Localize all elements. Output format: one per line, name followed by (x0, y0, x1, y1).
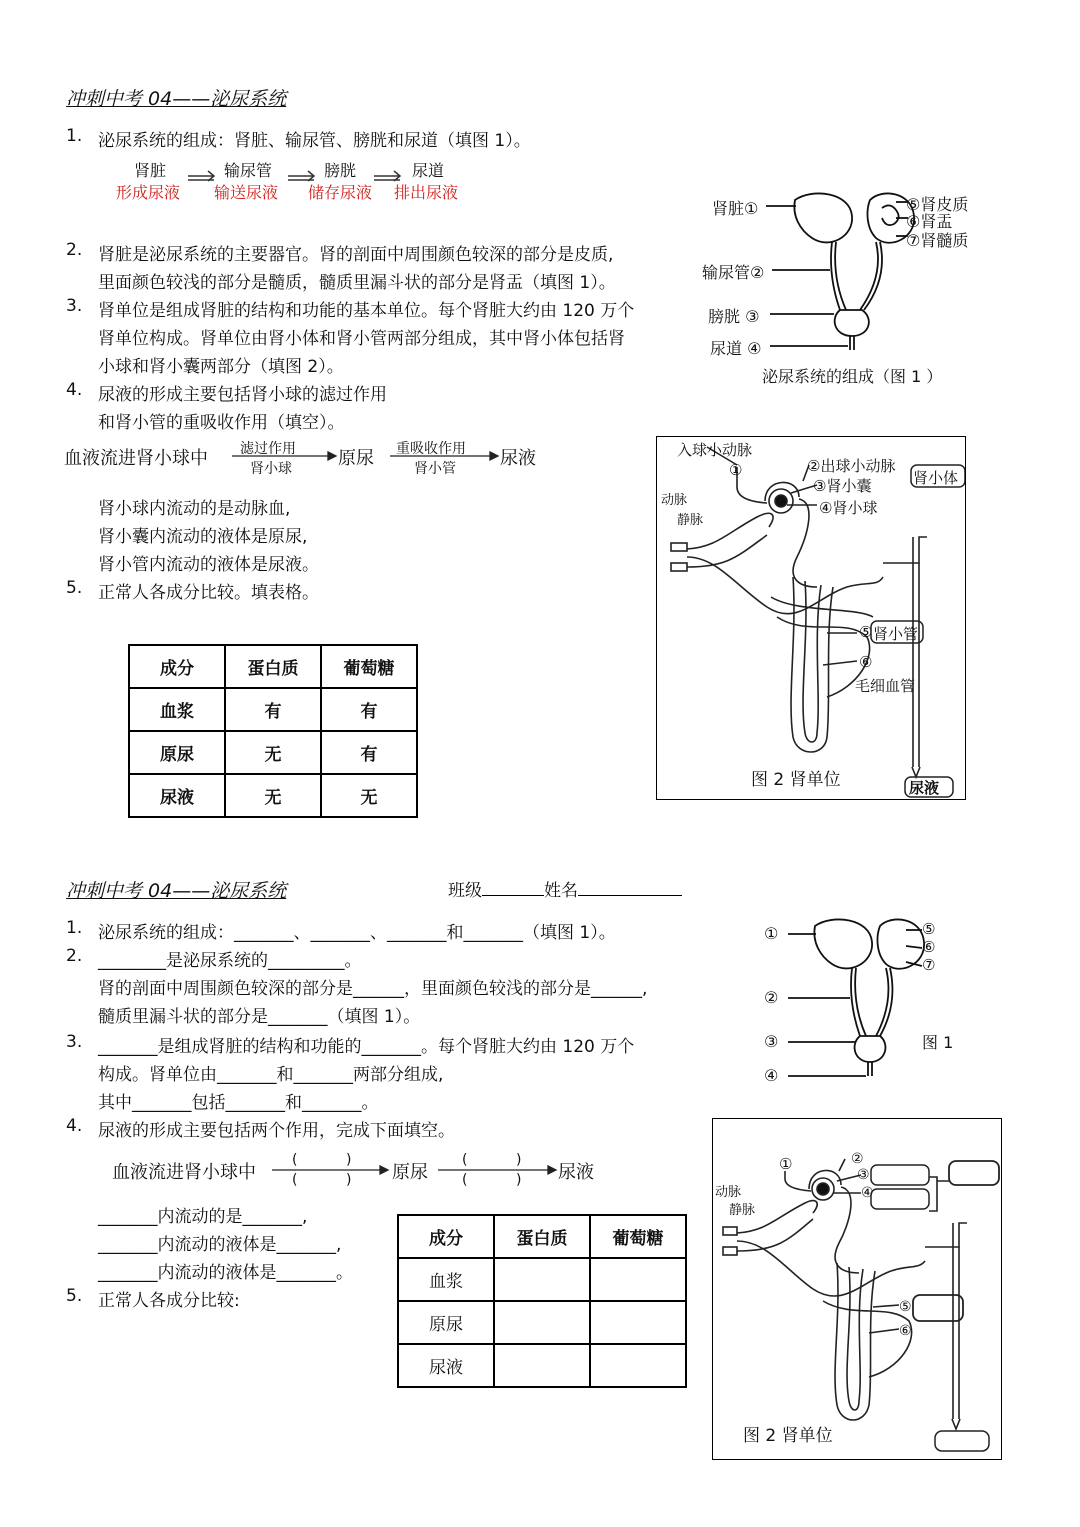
function-label: 排出尿液 (394, 183, 459, 202)
flow-paren[interactable]: ( (292, 1152, 298, 1168)
fig2-label-renal-corpuscle: 肾小体 (913, 469, 959, 487)
flow-mid: 原尿 (392, 1162, 428, 1183)
fig2-label: ⑤ (859, 623, 873, 641)
fig2-label-vein: 静脉 (677, 513, 704, 528)
fig2-label[interactable]: ③ (857, 1167, 870, 1183)
flow-paren[interactable]: ( (292, 1172, 298, 1188)
fig1-label-ureter: 输尿管② (702, 263, 765, 282)
table-cell-blank[interactable] (494, 1258, 590, 1301)
table-header: 葡萄糖 (321, 645, 417, 688)
fig1-label-urethra: 尿道 ④ (710, 339, 762, 358)
item-number: 3. (66, 1032, 83, 1052)
organ-label: 输尿管 (224, 161, 273, 180)
item-number: 2. (66, 946, 83, 966)
table-header: 蛋白质 (494, 1215, 590, 1258)
organ-label: 膀胱 (324, 161, 357, 180)
fill-line[interactable]: _______内流动的液体是_______。 (98, 1263, 353, 1283)
fig1-caption: 图 1 (922, 1033, 954, 1052)
table-cell: 血浆 (398, 1258, 494, 1301)
fig1-label[interactable]: ③ (764, 1032, 779, 1051)
sheet2-title: 冲刺中考 04——泌尿系统 (66, 880, 287, 902)
fig2-label[interactable]: ⑤ (899, 1299, 912, 1315)
item-5-text: 正常人各成分比较: (98, 1291, 240, 1311)
item-number: 2. (66, 240, 83, 260)
urinary-system-drawing (760, 912, 1000, 1092)
flow-paren[interactable]: ) (346, 1172, 352, 1188)
flow-step1-top: 滤过作用 (240, 441, 296, 457)
function-label: 形成尿液 (116, 183, 181, 202)
fig2-label: ②出球小动脉 (807, 457, 896, 475)
blank-item-text[interactable]: 构成。肾单位由_______和_______两部分组成, (98, 1065, 444, 1085)
blank-item-text[interactable]: _______是组成肾脏的结构和功能的_______。每个肾脏大约由 120 万个 (98, 1037, 635, 1057)
fig2-label[interactable]: ④ (861, 1185, 874, 1201)
fig1-label[interactable]: ④ (764, 1066, 779, 1085)
fig1-label-cortex: ⑤肾皮质 (906, 195, 969, 214)
fluid-line: 肾小管内流动的液体是尿液。 (98, 555, 319, 575)
item-4-line: 和肾小管的重吸收作用（填空）。 (98, 413, 345, 433)
fig2-label-artery: 动脉 (661, 493, 688, 508)
item-number: 1. (66, 126, 83, 146)
fig1-label-kidney: 肾脏① (712, 199, 759, 218)
flow-end: 尿液 (558, 1162, 594, 1183)
item-number: 4. (66, 380, 83, 400)
flow-step2-top: 重吸收作用 (396, 441, 466, 457)
item-number: 4. (66, 1116, 83, 1136)
fig2-label: 入球小动脉 (677, 441, 753, 459)
fig2-label: ③肾小囊 (813, 477, 872, 495)
item-3-line: 肾单位是组成肾脏的结构和功能的基本单位。每个肾脏大约由 120 万个 (98, 301, 635, 321)
flow-paren[interactable]: ) (516, 1172, 522, 1188)
organ-flow (112, 156, 492, 206)
fig1-urinary-system (700, 186, 990, 386)
flow-arrows (112, 1150, 612, 1194)
blank-item-text[interactable]: 泌尿系统的组成：_______、_______、_______和_______（填图 1）。 (98, 923, 616, 943)
flow-paren[interactable]: ) (346, 1152, 352, 1168)
table-header: 蛋白质 (225, 645, 321, 688)
table-cell: 有 (321, 731, 417, 774)
table-header: 成分 (129, 645, 225, 688)
blank-item-text: 尿液的形成主要包括两个作用，完成下面填空。 (98, 1121, 455, 1141)
flow-arrows (64, 436, 554, 480)
fill-line[interactable]: _______内流动的液体是_______, (98, 1235, 342, 1255)
fig2-label[interactable]: ② (851, 1151, 864, 1167)
fig2-label: ④肾小球 (819, 499, 878, 517)
item-number: 1. (66, 918, 83, 938)
blank-item-text[interactable]: ________是泌尿系统的_________。 (98, 951, 362, 971)
table-cell-blank[interactable] (590, 1258, 686, 1301)
fig1-label[interactable]: ① (764, 924, 779, 943)
fig1-label[interactable]: ⑤ (922, 920, 936, 938)
fig2-label: ① (729, 461, 743, 479)
urine-flow-blank (112, 1150, 612, 1194)
fig2-label-capillary: 毛细血管 (855, 677, 916, 695)
fill-line[interactable]: _______内流动的是_______, (98, 1207, 308, 1227)
student-info (448, 876, 682, 901)
fig2-label[interactable]: ⑥ (899, 1323, 912, 1339)
table-cell: 原尿 (129, 731, 225, 774)
organ-label: 肾脏 (134, 161, 167, 180)
flow-mid: 原尿 (338, 448, 374, 469)
fig1-label[interactable]: ⑥ (922, 938, 936, 956)
fig1-caption: 泌尿系统的组成（图 1 ） (762, 367, 943, 386)
table-cell: 有 (225, 688, 321, 731)
fig2-label-tubule: 肾小管 (873, 625, 919, 643)
fig1-label-medulla: ⑦肾髓质 (906, 231, 969, 250)
item-2-line: 里面颜色较浅的部分是髓质，髓质里漏斗状的部分是肾盂（填图 1）。 (98, 273, 616, 293)
table-cell: 尿液 (129, 774, 225, 817)
item-3-line: 肾单位构成。肾单位由肾小体和肾小管两部分组成，其中肾小体包括肾 (98, 329, 625, 349)
table-cell-blank[interactable] (590, 1344, 686, 1387)
flow-paren[interactable]: ( (462, 1172, 468, 1188)
composition-table-blank (397, 1214, 687, 1388)
table-cell-blank[interactable] (494, 1301, 590, 1344)
fluid-line: 肾小球内流动的是动脉血, (98, 499, 291, 519)
flow-start: 血液流进肾小球中 (112, 1162, 256, 1183)
table-header: 成分 (398, 1215, 494, 1258)
fig2-caption: 图 2 肾单位 (751, 770, 841, 790)
item-3-line: 小球和肾小囊两部分（填图 2）。 (98, 357, 344, 377)
fig2-label: ⑥ (859, 653, 873, 671)
fig1-label-bladder: 膀胱 ③ (708, 307, 760, 326)
fig1-label[interactable]: ⑦ (922, 956, 936, 974)
sheet1-title: 冲刺中考 04——泌尿系统 (66, 88, 287, 110)
fig2-label-urine: 尿液 (909, 779, 940, 797)
flow-arrows (112, 156, 492, 206)
table-cell: 无 (225, 731, 321, 774)
item-number: 5. (66, 1286, 83, 1306)
nephron-drawing (657, 437, 965, 799)
flow-start: 血液流进肾小球中 (64, 448, 208, 469)
item-5-text: 正常人各成分比较。填表格。 (98, 583, 319, 603)
item-number: 5. (66, 578, 83, 598)
table-cell: 无 (225, 774, 321, 817)
urine-flow (64, 436, 554, 480)
flow-end: 尿液 (500, 448, 536, 469)
blank-item-text[interactable]: 肾的剖面中周围颜色较深的部分是______，里面颜色较浅的部分是______, (98, 979, 648, 999)
table-cell: 有 (321, 688, 417, 731)
fig2-caption: 图 2 肾单位 (743, 1426, 833, 1446)
table-cell: 无 (321, 774, 417, 817)
composition-table (128, 644, 418, 818)
flow-step2-bottom: 肾小管 (414, 461, 456, 477)
item-2-line: 肾脏是泌尿系统的主要器官。肾的剖面中周围颜色较深的部分是皮质, (98, 245, 614, 265)
name-label: 姓名 (544, 881, 578, 901)
blank-item-text[interactable]: 髓质里漏斗状的部分是_______（填图 1）。 (98, 1007, 421, 1027)
class-label: 班级 (448, 881, 482, 901)
item-1-text: 泌尿系统的组成：肾脏、输尿管、膀胱和尿道（填图 1）。 (98, 131, 531, 151)
table-cell-blank[interactable] (590, 1301, 686, 1344)
fig2-label-vein: 静脉 (729, 1203, 756, 1218)
item-4-line: 尿液的形成主要包括肾小球的滤过作用 (98, 385, 387, 405)
function-label: 储存尿液 (308, 183, 373, 202)
function-label: 输送尿液 (214, 183, 279, 202)
fig2-label-artery: 动脉 (715, 1185, 742, 1200)
flow-step1-bottom: 肾小球 (250, 461, 292, 477)
table-cell: 血浆 (129, 688, 225, 731)
item-number: 3. (66, 296, 83, 316)
table-cell: 尿液 (398, 1344, 494, 1387)
name-field[interactable] (578, 879, 682, 896)
fig2-nephron (656, 436, 966, 800)
flow-paren[interactable]: ( (462, 1152, 468, 1168)
table-cell-blank[interactable] (494, 1344, 590, 1387)
fig1-label[interactable]: ② (764, 988, 779, 1007)
fig1-label-pelvis: ⑥肾盂 (906, 212, 953, 231)
fig1-blank (760, 912, 1000, 1092)
blank-item-text[interactable]: 其中_______包括_______和_______。 (98, 1093, 379, 1113)
flow-paren[interactable]: ) (516, 1152, 522, 1168)
fig2-nephron-blank (712, 1118, 1002, 1460)
table-cell: 原尿 (398, 1301, 494, 1344)
table-header: 葡萄糖 (590, 1215, 686, 1258)
organ-label: 尿道 (412, 161, 445, 180)
fluid-line: 肾小囊内流动的液体是原尿, (98, 527, 308, 547)
class-field[interactable] (482, 879, 544, 896)
fig2-label[interactable]: ① (779, 1155, 793, 1173)
